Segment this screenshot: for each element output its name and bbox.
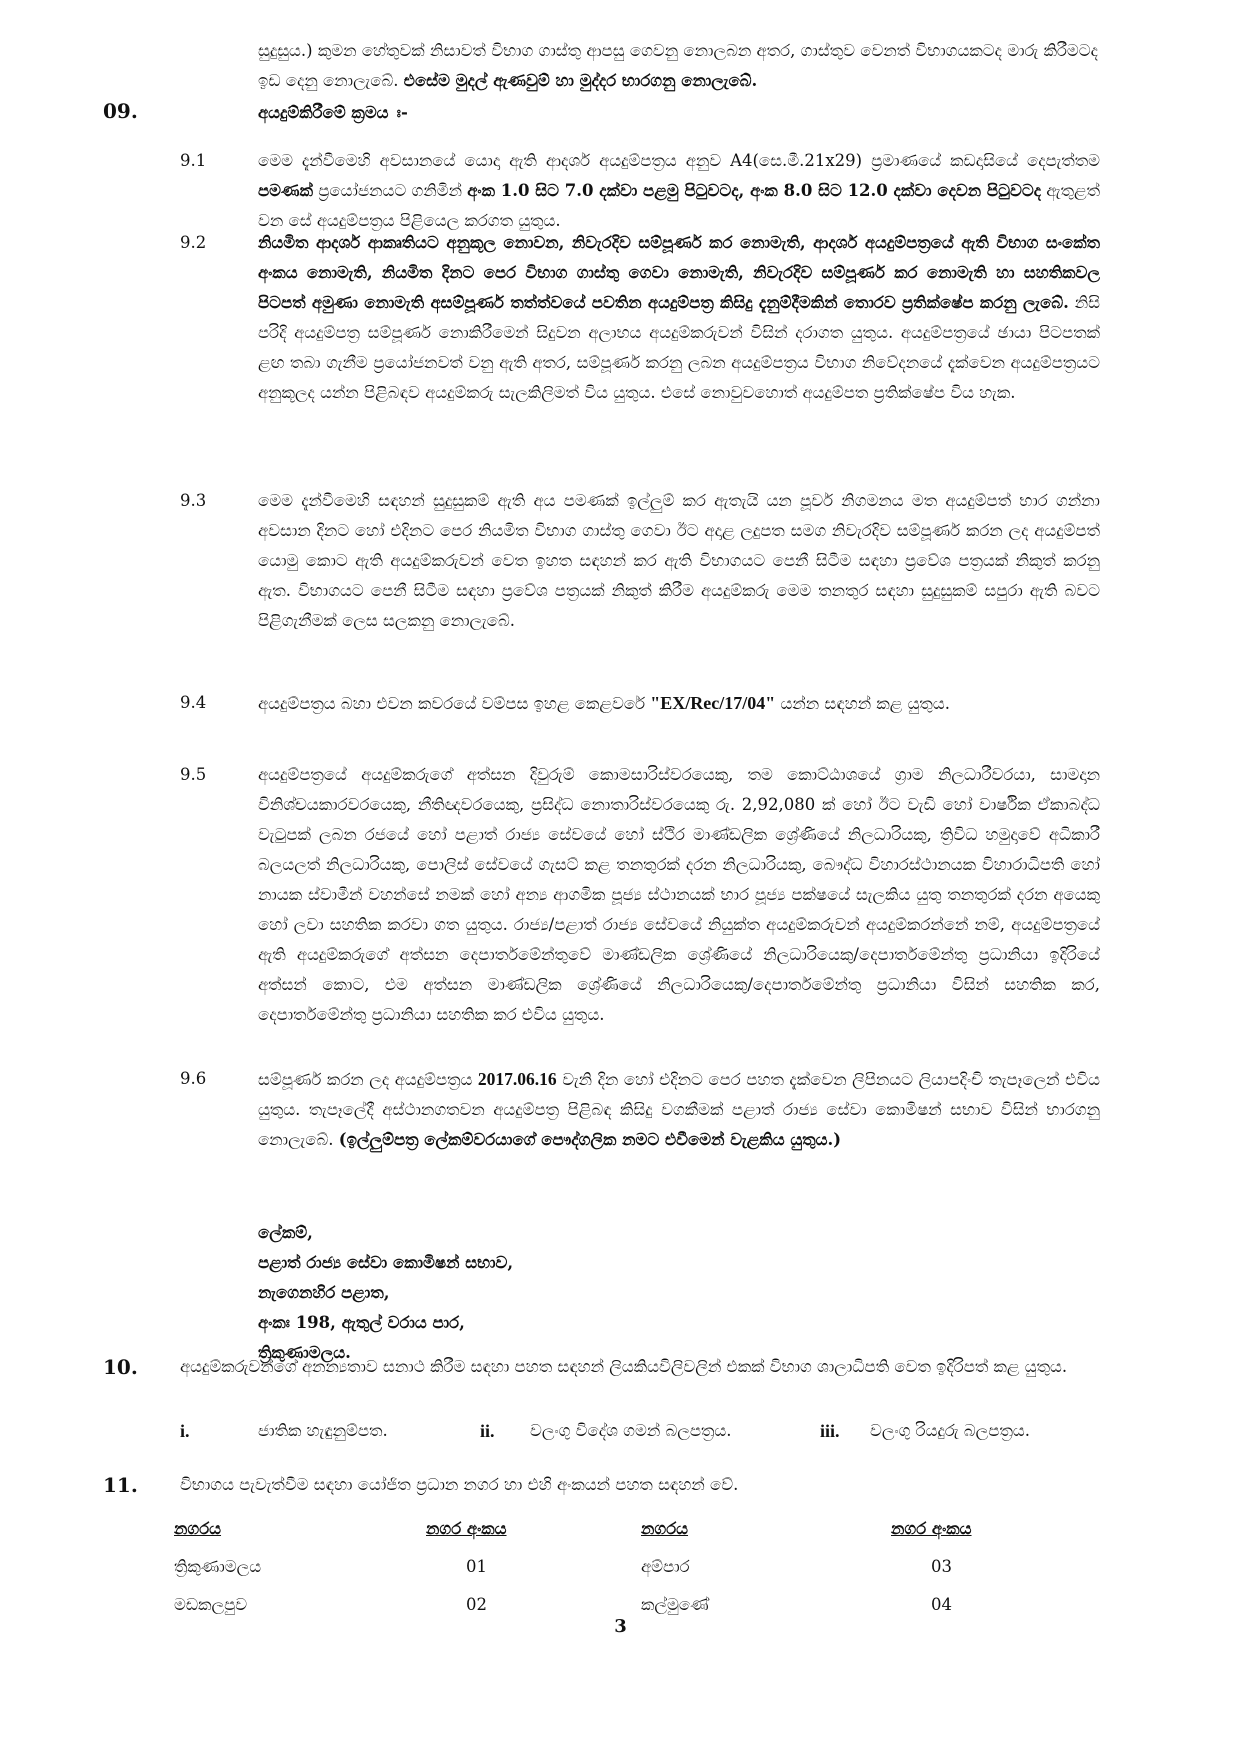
intro-paragraph: සුදුසුය.) කුමන හේතුවක් නිසාවත් විභාග ගාස්තු ආපසු ගෙවනු නොලබන අතර, ගාස්තුව වෙනත් විභාගයකටද මාරු කිරීමටද ඉඩ දෙනු නොලැබේ. එසේම මුදල් ඇණවුම් හා මුද්දර භාරගනු නොලැබේ. — [258, 41, 1098, 90]
id-mark: iii. — [820, 1421, 840, 1441]
section-10-number: 10. — [103, 1355, 138, 1379]
item-text: සම්පූර්ණ කරන ලද අයදුම්පත්‍රය 2017.06.16 වැනි දින හෝ එදිනට පෙර පහත දැක්වෙන ලිපිනයට ලියාපදිංචි තැපෑලෙන් එවිය යුතුය. තැපෑලේදී අස්ථානගතවන අයදුම්පත්‍ර පිළිබඳ කිසිදු වගකීමක් පළාත් රාජ්‍ය සේවා කොමිෂන් සභාව විසින් භාරගනු නොලැබේ. (ඉල්ලුම්පත්‍ර ලේකම්වරයාගේ පෞද්ගලික නමට එවීමෙන් වැළකිය යුතුය.) — [258, 1069, 1100, 1149]
item-number: 9.1 — [180, 151, 207, 170]
item-number: 9.5 — [180, 765, 207, 784]
city-name: මඩකලපුව — [174, 1595, 248, 1614]
address-line: අංකඃ 198, ඇතුල් වරාය පාර, — [258, 1313, 465, 1332]
item-text: මෙම දැන්වීමෙහි අවසානයේ යොදා ඇති ආදර්ශ අයදුම්පත්‍රය අනුව A4(සෙ.මී.21x29) ප්‍රමාණයේ කඩදාසියේ දෙපැත්තම පමණක් ප්‍රයෝජනයට ගනිමින් අංක 1.0 සිට 7.0 දක්වා පළමු පිටුවටද, අංක 8.0 සිට 12.0 දක්වා දෙවන පිටුවටද ඇතුළත් වන සේ අයදුම්පත්‍රය පිළියෙල කරගත යුතුය. — [258, 151, 1101, 230]
column-header: නගරය — [174, 1519, 222, 1538]
section-09-number: 09. — [103, 99, 138, 123]
item-number: 9.4 — [180, 693, 207, 712]
address-line: පළාත් රාජ්‍ය සේවා කොමිෂන් සභාව, — [258, 1253, 514, 1272]
item-9-4 — [180, 688, 1100, 719]
item-9-5 — [180, 760, 1100, 1030]
item-number: 9.6 — [180, 1069, 207, 1088]
item-9-1 — [180, 146, 1100, 236]
id-mark: ii. — [480, 1421, 495, 1441]
item-9-2 — [180, 228, 1100, 408]
table-header-row — [174, 1510, 1051, 1548]
item-text: අයදුම්පත්‍රයේ අයදුම්කරුගේ අත්සන දිවුරුම් කොමසාරිස්වරයෙකු, තම කොට්ඨාශයේ ග්‍රාම නිලධාරීවරයා, සාමදාන විනිශ්චයකාරවරයෙකු, නීතිඥවරයෙකු, ප්‍රසිද්ධ නොතාරිස්වරයෙකු රු. 2,92,080 ක් හෝ ඊට වැඩි හෝ වාර්ෂික ඒකාබද්ධ වැටුපක් ලබන රජයේ හෝ පළාත් රාජ්‍ය සේවයේ හෝ ස්ථිර මාණ්ඩලික ශ්‍රේණියේ නිලධාරියකු, ත්‍රිවිධ හමුදාවේ අධිකාරී බලයලත් නිලධාරියකු, පොලිස් සේවයේ ගැසට් කළ තනතුරක් දරන නිලධාරියකු, බෞද්ධ විහාරස්ථානයක විහාරාධිපති හෝ නායක ස්වාමීන් වහන්සේ නමක් හෝ අන්‍ය ආගමික පූජ්‍ය ස්ථානයක් භාර පූජ්‍ය පක්ෂයේ සැලකිය යුතු තනතුරක් දරන අයෙකු හෝ ලවා සහතික කරවා ගත යුතුය. රාජ්‍ය/පළාත් රාජ්‍ය සේවයේ නියුක්ත අයදුම්කරුවන් අයදුම්කරන්නේ නම්, අයදුම්පත්‍රයේ ඇති අයදුම්කරුගේ අත්සන දෙපාර්තමේන්තුවේ මාණ්ඩලික ශ්‍රේණියේ නිලධාරියෙකු/දෙපාර්තමේන්තු ප්‍රධානියා ඉදිරියේ අත්සන් කොට, එම අත්සන මාණ්ඩලික ශ්‍රේණියේ නිලධාරියෙකු/දෙපාර්තමේන්තු ප්‍රධානියා විසින් සහතික කර, දෙපාර්තමේන්තු ප්‍රධානියා සහතික කර එවිය යුතුය. — [258, 765, 1100, 1024]
item-text: මෙම දැන්වීමෙහි සඳහන් සුදුසුකම් ඇති අය පමණක් ඉල්ලුම් කර ඇතැයි යන පූර්ව නිගමනය මත අයදුම්පත් භාර ගන්නා අවසාන දිනට හෝ එදිනට පෙර නියමිත විභාග ගාස්තු ගෙවා ඊට අදාළ ලදුපත සමග නිවැරදිව සම්පූර්ණ කරන ලද අයදුම්පත් යොමු කොට ඇති අයදුම්කරුවන් වෙත ඉහත සඳහන් කර ඇති විභාගයට පෙනී සිටීම සඳහා ප්‍රවේශ පත්‍රයක් නිකුත් කරනු ඇත. විභාගයට පෙනී සිටීම සඳහා ප්‍රවේශ පත්‍රයක් නිකුත් කිරීම අයදුම්කරු මෙම තනතුර සඳහා සුදුසුකම් සපුරා ඇති බවට පිළිගැනීමක් ලෙස සලකනු නොලැබේ. — [258, 491, 1100, 630]
id-label: වලංගු විදේශ ගමන් බලපත්‍රය. — [530, 1421, 732, 1440]
item-text: අයදුම්පත්‍රය බහා එවන කවරයේ වම්පස ඉහළ කෙළවරේ "EX/Rec/17/04" යන්න සඳහන් කළ යුතුය. — [258, 693, 950, 713]
section-09-title: අයදුම්කිරීමේ ක්‍රමය ඃ- — [258, 103, 408, 122]
city-name: අම්පාර — [641, 1557, 690, 1576]
address-line: ත්‍රිකුණාමලය. — [258, 1343, 351, 1362]
item-9-6 — [180, 1064, 1100, 1155]
item-number: 9.3 — [180, 491, 207, 510]
item-9-3 — [180, 486, 1100, 636]
item-text: නියමිත ආදර්ශ ආකෘතියට අනුකූල නොවන, නිවැරදිව සම්පූර්ණ කර නොමැති, ආදර්ශ අයදුම්පත්‍රයේ ඇති විභාග සංකේත අංකය නොමැති, නියමිත දිනට පෙර විභාග ගාස්තු ගෙවා නොමැති, නිවැරදිව සම්පූර්ණ කර නොමැති හා සහතිකවල පිටපත් අමුණා නොමැති අසම්පූර්ණ තත්ත්වයේ පවතින අයදුම්පත්‍ර කිසිදු දැනුම්දීමකින් තොරව ප්‍රතික්ෂේප කරනු ලැබේ. නිසි පරිදි අයදුම්පත්‍ර සම්පූර්ණ නොකිරීමෙන් සිදුවන අලාභය අයදුම්කරුවන් විසින් දරාගත යුතුය. අයදුම්පත්‍රයේ ඡායා පිටපතක් ළඟ තබා ගැනීම ප්‍රයෝජනවත් වනු ඇති අතර, සම්පූර්ණ කරනු ලබන අයදුම්පත්‍රය විභාග නිවේදනයේ දැක්වෙන අයදුම්පත්‍රයට අනුකූලද යන්න පිළිබඳව අයදුම්කරු සැලකිලිමත් විය යුතුය. එසේ නොවුවහොත් අයදුම්පත ප්‍රතික්ෂේප විය හැක. — [258, 233, 1100, 402]
section-11-number: 11. — [103, 1473, 138, 1497]
id-label: ජාතික හැඳුනුම්පත. — [258, 1421, 388, 1440]
id-mark: i. — [180, 1421, 190, 1441]
city-code: 03 — [931, 1557, 952, 1576]
id-label: වලංගු රියදුරු බලපත්‍රය. — [870, 1421, 1030, 1440]
column-header: නගරය — [641, 1519, 689, 1538]
section-10-text: අයදුම්කරුවන්ගේ අනන්‍යතාව සනාථ කිරීම සඳහා පහත සඳහන් ලියකියවිලිවලින් එකක් විභාග ශාලාධිපති වෙත ඉදිරිපත් කළ යුතුය. — [180, 1357, 1068, 1376]
exam-cities-table — [174, 1510, 1051, 1624]
city-code: 04 — [931, 1595, 952, 1614]
city-name: කල්මුණේ — [641, 1595, 709, 1614]
column-header: නගර අංකය — [891, 1519, 972, 1538]
identity-documents-list — [180, 1416, 1100, 1446]
address-line: ලේකම්, — [258, 1223, 313, 1242]
city-code: 01 — [466, 1557, 487, 1576]
address-line: නැගෙනහිර පළාත, — [258, 1283, 390, 1302]
section-11-text: විභාගය පැවැත්වීම සඳහා යෝජිත ප්‍රධාන නගර හා එහි අංකයන් පහත සඳහන් වේ. — [180, 1475, 739, 1494]
item-number: 9.2 — [180, 233, 207, 252]
column-header: නගර අංකය — [426, 1519, 507, 1538]
table-row — [174, 1548, 1051, 1586]
page-number: 3 — [614, 1616, 627, 1637]
city-code: 02 — [466, 1595, 487, 1614]
mailing-address — [258, 1218, 513, 1368]
city-name: ත්‍රිකුණාමලය — [174, 1557, 262, 1576]
